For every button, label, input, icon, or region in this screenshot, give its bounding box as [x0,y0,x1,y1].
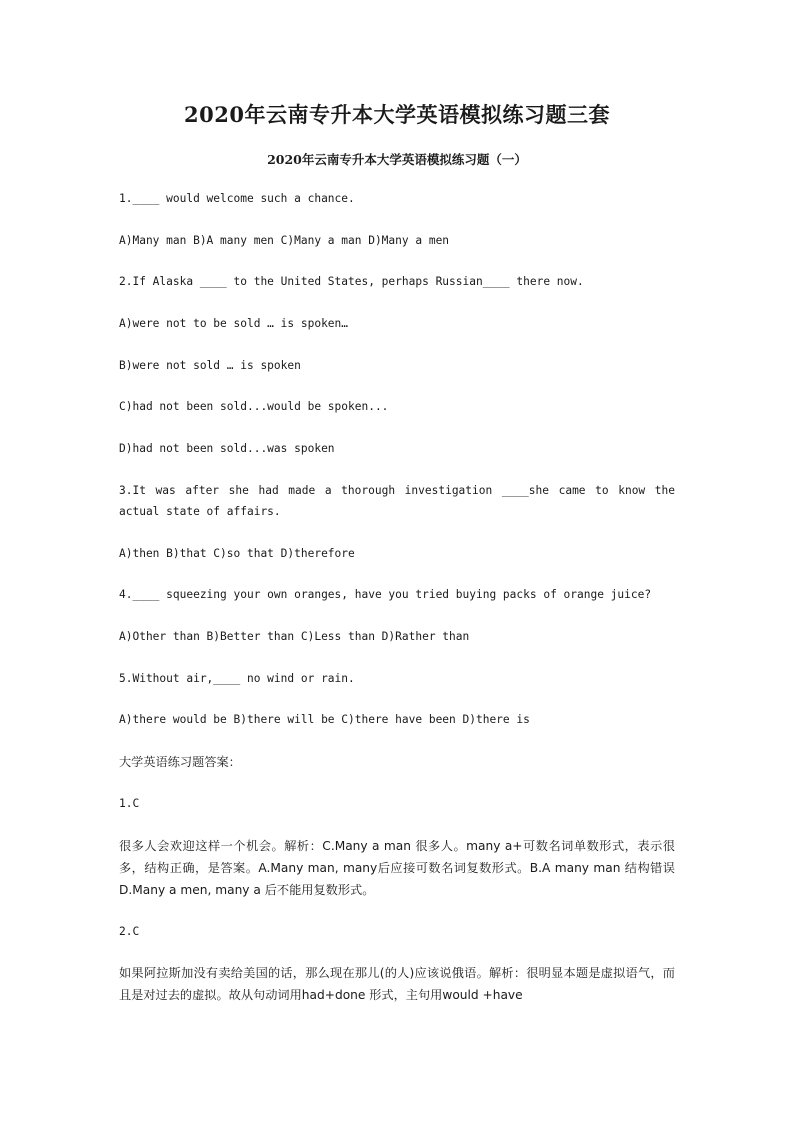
question-2-option-a: A)were not to be sold … is spoken… [119,317,349,331]
question-3-options: A)then B)that C)so that D)therefore [119,546,355,560]
answer-2-explanation: 如果阿拉斯加没有卖给美国的话，那么现在那儿(的人)应该说俄语。解析：很明显本题是虚拟语气，而且是对过去的虚拟。故从句动词用had+done 形式，主句用would +have [119,966,675,1003]
section-title: 2020年云南专升本大学英语模拟练习题（一） [267,152,527,167]
question-3: 3.It was after she had made a thorough investigation ____she came to know the actual state of affairs. [119,483,682,518]
question-2-option-d: D)had not been sold...was spoken [119,442,335,456]
question-4: 4.____ squeezing your own oranges, have you tried buying packs of orange juice? [119,588,652,602]
question-1-options: A)Many man B)A many men C)Many a man D)Many a men [119,233,450,247]
question-2-option-b: B)were not sold … is spoken [119,358,301,372]
answer-2-label: 2.C [119,924,140,938]
document-title: 2020年云南专升本大学英语模拟练习题三套 [184,102,610,127]
question-4-options: A)Other than B)Better than C)Less than D)Rather than [119,629,470,643]
answer-1-explanation: 很多人会欢迎这样一个机会。解析：C.Many a man 很多人。many a+可数名词单数形式，表示很多，结构正确，是答案。A.Many man, many后应接可数名词复数形式。B.A many man 结构错误 D.Many a men, many a 后不能用复数形式。 [119,838,675,897]
question-5: 5.Without air,____ no wind or rain. [119,671,355,685]
answers-heading: 大学英语练习题答案： [119,754,241,769]
question-2: 2.If Alaska ____ to the United States, perhaps Russian____ there now. [119,275,584,289]
question-1: 1.____ would welcome such a chance. [119,192,355,205]
document-page [119,98,682,1026]
answer-1-label: 1.C [119,796,140,810]
question-2-option-c: C)had not been sold...would be spoken... [119,400,389,414]
question-5-options: A)there would be B)there will be C)there have been D)there is [119,713,530,727]
